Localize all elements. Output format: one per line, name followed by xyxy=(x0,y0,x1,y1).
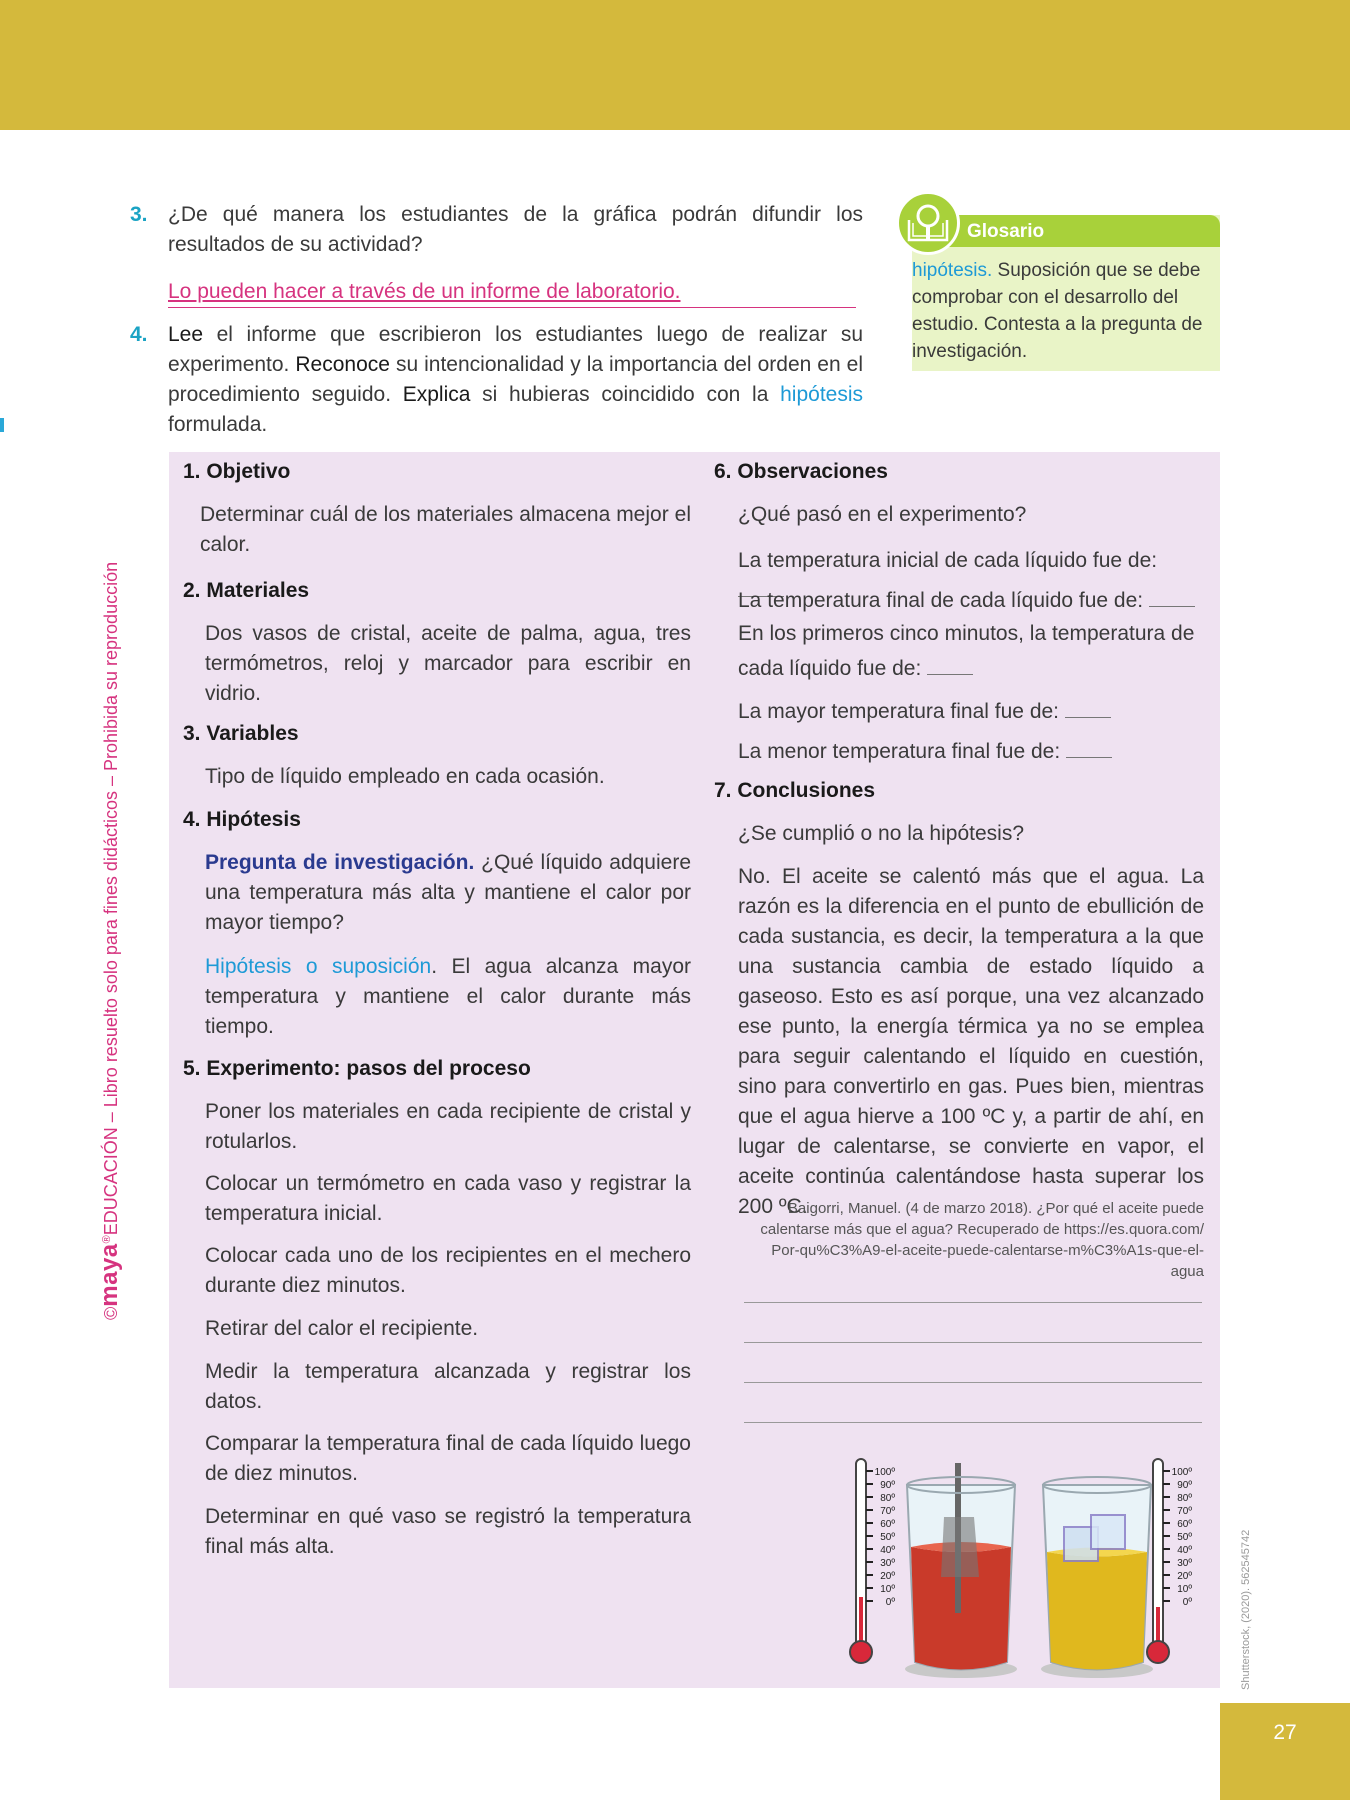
citation: Baigorri, Manuel. (4 de marzo 2018). ¿Por qué el aceite puede calentarse más que el agua? Recuperado de https://es.quora.com/ Por-qu%C3%A9-el-aceite-puede-calentarse-m%C3%A1s-que-el-agua xyxy=(760,1200,1204,1280)
copyright-spine xyxy=(96,562,124,1320)
scale-label: 100º xyxy=(874,1467,895,1478)
write-line[interactable] xyxy=(744,1342,1202,1343)
question-text: ¿De qué manera los estudiantes de la gráfica podrán difundir los resultados de su actividad? xyxy=(168,203,863,256)
process-step: Colocar cada uno de los recipientes en el mechero durante diez minutos. xyxy=(205,1244,691,1297)
scale-label: 100º xyxy=(1171,1467,1192,1478)
observation-line xyxy=(738,616,1208,686)
scale-label: 10º xyxy=(880,1584,895,1595)
answer-text: Lo pueden hacer a través de un informe de laboratorio. xyxy=(168,280,681,303)
scale-label: 90º xyxy=(880,1480,895,1491)
scale-label: 0º xyxy=(885,1597,895,1608)
write-line[interactable] xyxy=(744,1302,1202,1303)
header-band xyxy=(0,0,1350,130)
observation-text: En los primeros cinco minutos, la temperatura de cada líquido fue de: xyxy=(738,622,1195,680)
lab-report xyxy=(169,452,1220,1688)
copyright-text: EDUCACIÓN – Libro resuelto solo para fines didácticos – Prohibida su reproducción xyxy=(101,561,121,1236)
scale-label: 80º xyxy=(1177,1493,1192,1504)
observation-text: La mayor temperatura final fue de: xyxy=(738,700,1060,723)
question-3 xyxy=(130,200,863,260)
scale-label: 40º xyxy=(880,1545,895,1556)
section-heading: 7. Conclusiones xyxy=(714,779,876,802)
scale-label: 10º xyxy=(1177,1584,1192,1595)
scale-labels-left xyxy=(875,1467,896,1608)
question-text: su intencionalidad y la importancia del orden en el procedimiento seguido. xyxy=(168,353,863,406)
question-4 xyxy=(130,320,863,440)
observation-line xyxy=(738,697,1208,727)
scale-label: 20º xyxy=(1177,1571,1192,1582)
registered-mark: ® xyxy=(101,1235,113,1244)
write-line[interactable] xyxy=(744,1382,1202,1383)
scale-label: 50º xyxy=(880,1532,895,1543)
section-heading: 2. Materiales xyxy=(183,579,310,602)
hypothesis xyxy=(205,952,691,1042)
process-step: Retirar del calor el recipiente. xyxy=(205,1317,479,1340)
observation-text: La menor temperatura final fue de: xyxy=(738,740,1061,763)
scale-label: 20º xyxy=(880,1571,895,1582)
section-question: ¿Qué pasó en el experimento? xyxy=(738,503,1027,526)
section-text: Determinar cuál de los materiales almacena mejor el calor. xyxy=(200,503,691,556)
verb-reconoce: Reconoce xyxy=(295,353,390,376)
scale-label: 50º xyxy=(1177,1532,1192,1543)
glass-red-icon xyxy=(905,1463,1017,1678)
glossary-title: Glosario xyxy=(967,221,1045,242)
glossary-term-link: hipótesis xyxy=(780,383,863,406)
process-step: Comparar la temperatura final de cada líquido luego de diez minutos. xyxy=(205,1432,691,1485)
glossary-box xyxy=(912,215,1220,371)
page-number xyxy=(1220,1703,1350,1800)
hypothesis-text: . El agua alcanza mayor temperatura y mantiene el calor durante más tiempo. xyxy=(205,955,691,1038)
fill-blank[interactable] xyxy=(1066,739,1112,758)
copyright-symbol: © xyxy=(101,1306,121,1320)
book-magnifier-icon xyxy=(896,191,960,255)
scale-labels-right xyxy=(1172,1467,1193,1608)
glossary-term: hipótesis. xyxy=(912,260,993,281)
section-heading: 4. Hipótesis xyxy=(183,808,301,831)
observation-line xyxy=(738,737,1208,767)
process-step: Medir la temperatura alcanzada y registrar los datos. xyxy=(205,1360,691,1413)
process-step: Poner los materiales en cada recipiente de cristal y rotularlos. xyxy=(205,1100,691,1153)
research-question-label: Pregunta de investigación. xyxy=(205,851,475,874)
section-heading: 5. Experimento: pasos del proceso xyxy=(183,1057,531,1080)
answer-line xyxy=(168,277,856,308)
scale-label: 80º xyxy=(880,1493,895,1504)
hypothesis-label: Hipótesis o suposición xyxy=(205,955,432,978)
thermometer-left-icon xyxy=(850,1459,873,1663)
question-text: formulada. xyxy=(168,413,268,436)
glass-yellow-icon xyxy=(1041,1477,1153,1678)
fill-blank[interactable] xyxy=(1065,699,1111,718)
research-question-text: ¿Qué líquido adquiere una temperatura más alta y mantiene el calor por mayor tiempo? xyxy=(205,851,691,934)
scale-label: 90º xyxy=(1177,1480,1192,1491)
glossary-definition xyxy=(912,257,1212,365)
scale-label: 40º xyxy=(1177,1545,1192,1556)
scale-label: 30º xyxy=(1177,1558,1192,1569)
observation-text: La temperatura final de cada líquido fue de: xyxy=(738,589,1144,612)
question-number: 3. xyxy=(130,203,148,226)
process-step: Determinar en qué vaso se registró la temperatura final más alta. xyxy=(205,1505,691,1558)
experiment-illustration xyxy=(769,1457,1209,1682)
observation-text: La temperatura inicial de cada líquido fue de: xyxy=(738,549,1158,572)
verb-lee: Lee xyxy=(168,323,204,346)
margin-marker xyxy=(0,418,4,432)
process-step: Colocar un termómetro en cada vaso y registrar la temperatura inicial. xyxy=(205,1172,691,1225)
question-text: el informe que escribieron los estudiantes luego de realizar su experimento. xyxy=(168,323,863,376)
brand-name: maya xyxy=(96,1243,123,1307)
verb-explica: Explica xyxy=(402,383,471,406)
question-text: si hubieras coincidido con la xyxy=(470,383,781,406)
observation-line xyxy=(738,586,1208,616)
write-line[interactable] xyxy=(744,1422,1202,1423)
scale-label: 60º xyxy=(1177,1519,1192,1530)
question-number: 4. xyxy=(130,323,148,346)
scale-label: 0º xyxy=(1182,1597,1192,1608)
scale-label: 60º xyxy=(880,1519,895,1530)
section-text: Tipo de líquido empleado en cada ocasión. xyxy=(205,765,605,788)
section-heading: 3. Variables xyxy=(183,722,299,745)
section-text: Dos vasos de cristal, aceite de palma, agua, tres termómetros, reloj y marcador para escribir en vidrio. xyxy=(205,622,691,705)
scale-label: 30º xyxy=(880,1558,895,1569)
page-number-text: 27 xyxy=(1273,1721,1297,1744)
fill-blank[interactable] xyxy=(1149,588,1195,607)
glossary-text: Suposición que se debe comprobar con el desarrollo del estudio. Contesta a la pregunta de investigación. xyxy=(912,260,1203,362)
scale-label: 70º xyxy=(1177,1506,1192,1517)
section-heading: 1. Objetivo xyxy=(183,460,291,483)
fill-blank[interactable] xyxy=(927,656,973,675)
research-question xyxy=(205,848,691,938)
scale-label: 70º xyxy=(880,1506,895,1517)
section-heading: 6. Observaciones xyxy=(714,460,888,483)
conclusion-text: No. El aceite se calentó más que el agua. La razón es la diferencia en el punto de ebullición de cada sustancia, es decir, la temperatura a la que una sustancia cambia de estado líquido a gaseoso. Esto es así porque, una vez alcanzado ese punto, la energía térmica ya no se emplea para seguir calentando el líquido en cuestión, sino para convertirlo en gas. Pues bien, mientras que el agua hierve a 100 ºC y, a partir de ahí, en lugar de calentarse, se convierte en vapor, el aceite continúa calentándose hasta superar los 200 ºC. xyxy=(738,865,1204,1218)
section-question: ¿Se cumplió o no la hipótesis? xyxy=(738,822,1024,845)
image-credit: Shutterstock, (2020). 562545742 xyxy=(1240,1529,1252,1690)
